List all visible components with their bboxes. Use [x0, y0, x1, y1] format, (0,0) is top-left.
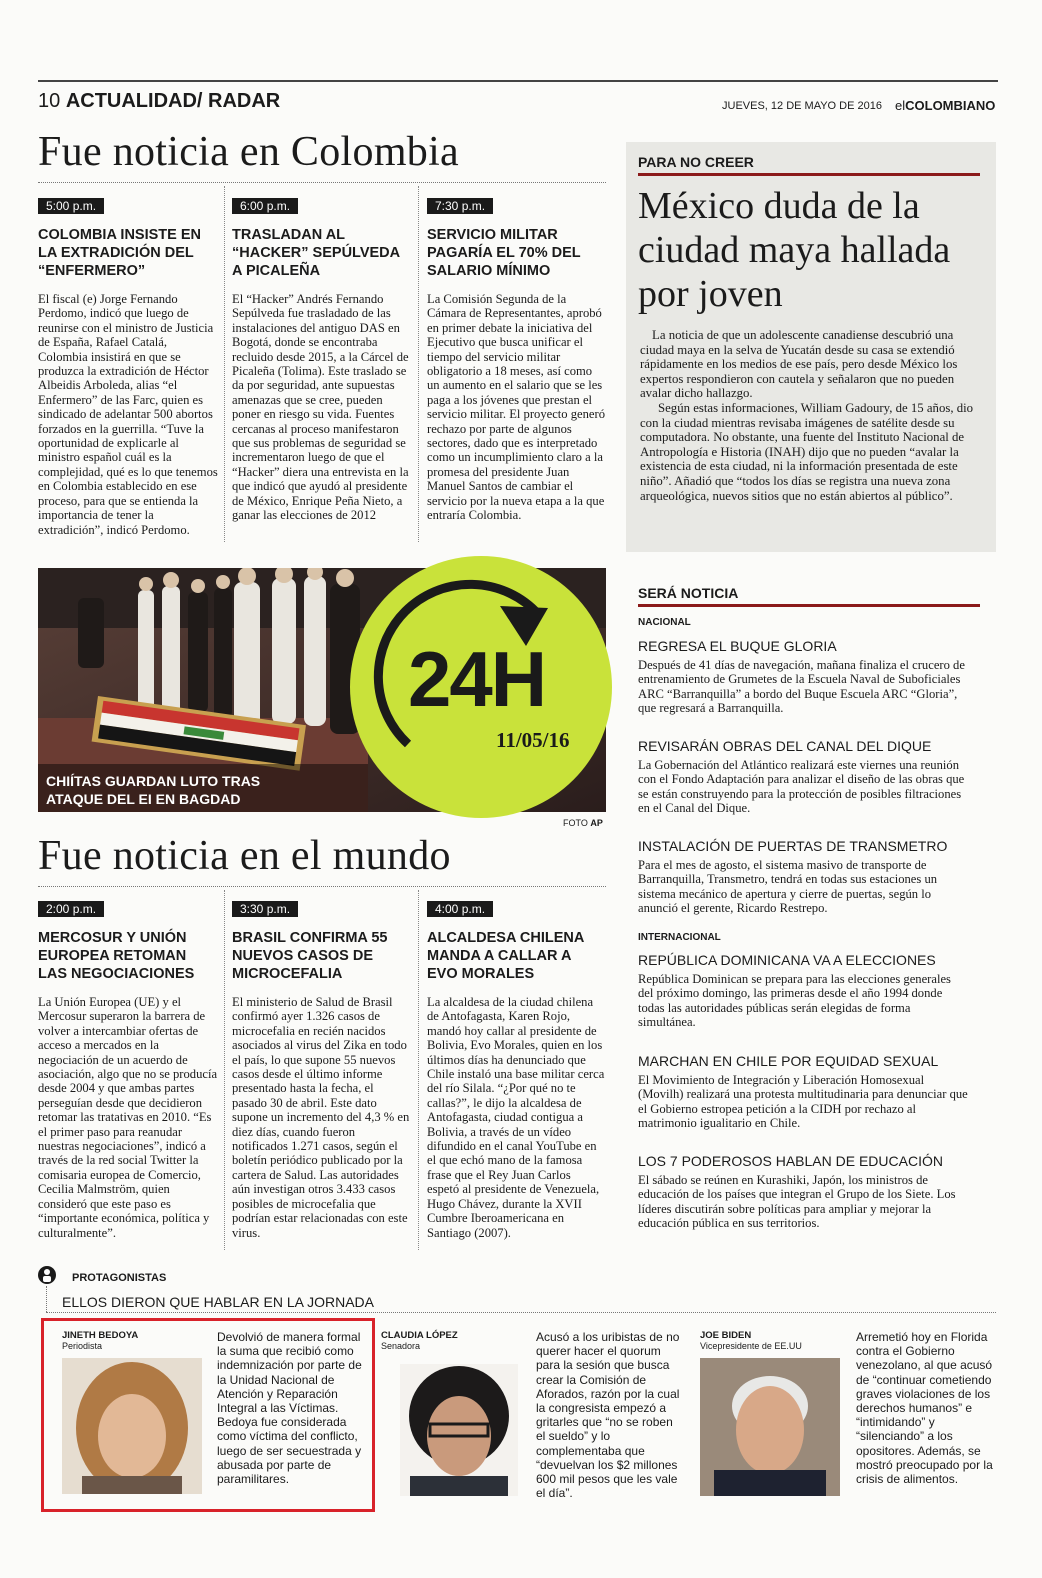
- protagonistas-rule: [46, 1312, 996, 1313]
- protagonist-role: Senadora: [381, 1341, 421, 1351]
- 24h-badge: [350, 556, 612, 818]
- sera-noticia-title: REPÚBLICA DOMINICANA VA A ELECCIONES: [638, 952, 936, 968]
- protagonist-portrait: [400, 1364, 518, 1496]
- sera-noticia-item: [638, 838, 968, 916]
- protagonist-name: JINETH BEDOYA: [62, 1330, 139, 1341]
- protagonist-quote: Arremetió hoy en Florida contra el Gobierno venezolano, al que acusó de “continuar cometiendo graves violaciones de los derechos humanos” e “intimidando” y “silenciando” a los opositores. Además, se mostró preocupado por la crisis de alimentos.: [856, 1330, 993, 1487]
- story-time: 4:00 p.m.: [427, 901, 493, 917]
- para-no-creer-kicker: PARA NO CREER: [638, 154, 754, 170]
- colombia-section-title: Fue noticia en Colombia: [38, 129, 459, 175]
- sera-noticia-item: [638, 1153, 968, 1231]
- story-time: 3:30 p.m.: [232, 901, 298, 917]
- column-separator: [224, 890, 225, 1250]
- column-separator: [224, 186, 225, 542]
- protagonistas-subtitle: ELLOS DIERON QUE HABLAR EN LA JORNADA: [62, 1294, 374, 1310]
- subsection-name: RADAR: [208, 90, 281, 112]
- sera-noticia-body: El Movimiento de Integración y Liberación Homosexual (Movilh) realizará una protesta multitudinaria para denunciar que el Gobierno estropea petición a la CIDH por rechazo al matrimonio igualitario en Chile.: [638, 1073, 968, 1131]
- story-body: La alcaldesa de la ciudad chilena de Antofagasta, Karen Rojo, mandó hoy callar al presidente de Bolivia, Evo Morales, quien en los últimos días ha denunciado que Chile instaló una base militar cerca del río Silala. “¿Por qué no te callas?”, le dijo la alcaldesa de Antofagasta, ciudad contigua a Bolivia, a través de un vídeo difundido en el canal YouTube en el que echó mano de la famosa frase que el Rey Juan Carlos espetó al presidente de Venezuela, Hugo Chávez, durante la XVII Cumbre Iberoamericana en Santiago (2007).: [427, 995, 605, 1240]
- sera-noticia-body: Después de 41 días de navegación, mañana finaliza el crucero de entrenamiento de Grumetes de la Escuela Naval de Suboficiales ARC “Barranquilla” a bordo del Buque Escuela ARC “Gloria”, que regresará a Barranquilla.: [638, 658, 965, 716]
- colombia-story-3: [427, 195, 605, 523]
- para-no-creer-paragraph: La noticia de que un adolescente canadiense descubrió una ciudad maya en la selva de Yucatán desde su casa se extendió rápidamente en los medios de ese país, pero desde México los expertos respondieron con cautela y señalaron que no pueden avalar dicho hallazgo.: [640, 328, 958, 401]
- mundo-story-2: [232, 898, 410, 1240]
- story-body: La Unión Europea (UE) y el Mercosur superaron la barrera de volver a intercambiar ofertas de acceso a mercados en la negociación de un acuerdo de asociación, algo que no se producía desde 2004 y que ambas partes perseguían desde que decidieron retomar las tratativas en 2010. “Es el primer paso para reanudar nuestras negociaciones”, indicó a través de la red social Twitter la comisaria europea de Comercio, Cecilia Malmström, quien consideró que este paso es “importante económica, política y culturalmente”.: [38, 995, 218, 1240]
- badge-24h-text: 24H: [408, 635, 546, 723]
- protagonist-name: JOE BIDEN: [700, 1330, 752, 1341]
- protagonist-role: Periodista: [62, 1341, 103, 1351]
- column-separator: [418, 186, 419, 542]
- page-number: 10: [38, 90, 61, 112]
- person-icon: [38, 1266, 56, 1284]
- sera-noticia-item: [638, 738, 968, 816]
- photo-credit-agency: AP: [590, 818, 603, 828]
- brand-prefix: el: [895, 98, 906, 113]
- kicker-red-rule: [638, 604, 980, 607]
- photo-caption-line: CHIÍTAS GUARDAN LUTO TRAS: [46, 773, 261, 789]
- protagonist-role: Vicepresidente de EE.UU: [700, 1341, 802, 1351]
- colombia-story-2: [232, 195, 410, 523]
- issue-date: JUEVES, 12 DE MAYO DE 2016: [722, 100, 882, 112]
- sera-noticia-kicker: SERÁ NOTICIA: [638, 585, 739, 601]
- sera-noticia-item: [638, 952, 968, 1030]
- sera-noticia-title: REGRESA EL BUQUE GLORIA: [638, 638, 837, 654]
- internacional-label: INTERNACIONAL: [638, 932, 721, 943]
- story-headline: TRASLADAN AL “HACKER” SEPÚLVEDA A PICALEÑA: [232, 227, 400, 279]
- sera-noticia-body: La Gobernación del Atlántico realizará este viernes una reunión con el Fondo Adaptación para analizar el diseño de las obras que se están construyendo para la protección de posibles filtraciones en el Canal del Dique.: [638, 758, 965, 816]
- story-time: 2:00 p.m.: [38, 901, 104, 917]
- masthead-brand: [895, 98, 995, 113]
- protagonist-portrait: [700, 1358, 840, 1496]
- story-time: 7:30 p.m.: [427, 198, 493, 214]
- mundo-section-title: Fue noticia en el mundo: [38, 833, 451, 879]
- sera-noticia-title: LOS 7 PODEROSOS HABLAN DE EDUCACIÓN: [638, 1153, 943, 1169]
- photo-caption-line: ATAQUE DEL EI EN BAGDAD: [46, 791, 241, 807]
- para-no-creer-paragraph: Según estas informaciones, William Gadoury, de 15 años, dio con la ciudad mientras revisaba imágenes de satélite desde su computadora. No obstante, una fuente del Instituto Nacional de Antropología e Historia (INAH) dijo que no pueden “avalar la existencia de esta ciudad, ni la información presentada de este niño”. Añadió que “todos los días se registra una nueva zona arqueológica, nuevos sitios que no están abiertos al público”.: [640, 401, 974, 503]
- protagonist-name: CLAUDIA LÓPEZ: [381, 1330, 458, 1341]
- story-body: La Comisión Segunda de la Cámara de Representantes, aprobó en primer debate la iniciativa del Ejecutivo que busca unificar el tiempo del servicio militar obligatorio a 18 meses, así como un aumento en el salario que se les paga a los jóvenes que prestan el servicio militar. El proyecto generó rechazo por parte de algunos sectores, dado que es interpretado como un incumplimiento claro a la promesa del presidente Juan Manuel Santos de cambiar el servicio por la nueva etapa a la que entraría Colombia.: [427, 292, 606, 523]
- protagonist-quote: Acusó a los uribistas de no querer hacer el quorum para la sesión que busca crear la Comisión de Aforados, razón por la cual la congresista empezó a gritarles que “no se roben el sueldo” y lo complementaba que “devuelvan los $2 millones 600 mil pesos que les vale el día”.: [536, 1330, 680, 1501]
- story-headline: MERCOSUR Y UNIÓN EUROPEA RETOMAN LAS NEGOCIACIONES: [38, 930, 195, 982]
- protagonistas-label: PROTAGONISTAS: [72, 1272, 167, 1284]
- mundo-story-1: [38, 898, 218, 1240]
- protagonistas-connector: [46, 1286, 47, 1312]
- mundo-story-3: [427, 898, 605, 1240]
- sera-noticia-title: INSTALACIÓN DE PUERTAS DE TRANSMETRO: [638, 838, 948, 854]
- kicker-red-rule: [638, 173, 980, 176]
- badge-date: 11/05/16: [496, 728, 570, 752]
- header-rule: [38, 80, 998, 82]
- photo-credit-prefix: FOTO: [563, 818, 591, 828]
- colombia-rule: [38, 182, 606, 183]
- section-name: ACTUALIDAD/: [65, 90, 203, 112]
- story-headline: ALCALDESA CHILENA MANDA A CALLAR A EVO MORALES: [427, 930, 584, 982]
- photo-caption: [46, 772, 260, 808]
- story-body: El “Hacker” Andrés Fernando Sepúlveda fue trasladado de las instalaciones del antiguo DAS en Bogotá, donde se encontraba recluido desde 2015, a la Cárcel de Picaleña (Tolima). Este traslado se da por seguridad, ante supuestas amenazas que se cree, pueden poner en riesgo su vida. Fuentes cercanas al proceso manifestaron que sus problemas de seguridad se incrementaron luego de que el “Hacker” diera una entrevista en la que indicó que ayudó al presidente de México, Enrique Peña Nieto, a ganar las elecciones de 2012: [232, 292, 409, 523]
- sera-noticia-body: República Dominican se prepara para las elecciones generales del próximo domingo, las primeras desde el año 1994 donde todas las autoridades públicas serán elegidas de forma simultánea.: [638, 972, 951, 1030]
- sera-noticia-title: REVISARÁN OBRAS DEL CANAL DEL DIQUE: [638, 738, 932, 754]
- story-body: El ministerio de Salud de Brasil confirmó ayer 1.326 casos de microcefalia en recién nacidos asociados al virus del Zika en todo el país, lo que supone 55 nuevos casos desde el último informe presentado hasta la fecha, el pasado 30 de abril. Este dato supone un incremento del 4,3 % en diez días, cuando fueron notificados 1.271 casos, según el boletín periódico publicado por la cartera de Salud. Las autoridades aún investigan otros 3.433 casos posibles de microcefalia que podrían estar relacionadas con este virus.: [232, 995, 410, 1240]
- story-body: El fiscal (e) Jorge Fernando Perdomo, indicó que luego de reunirse con el ministro de Justicia de España, Rafael Catalá, Colombia insistirá en que se produzca la extradición de Héctor Albeidis Arboleda, alias “el Enfermero” de las Farc, quien es sindicado de adelantar 500 abortos forzados en la guerrilla. “Tuve la oportunidad de explicarle al ministro español cuál es la complejidad, qué es lo que tenemos en Colombia establecido en ese proceso, para que se entienda la importancia de tener la extradición”, indicó Perdomo.: [38, 292, 218, 537]
- sera-noticia-body: El sábado se reúnen en Kurashiki, Japón, los ministros de educación de los países que integran el Grupo de los Siete. Los líderes discutirán sobre políticas para ampliar y mejorar la educación pública en sus territorios.: [638, 1173, 956, 1231]
- protagonist-portrait: [62, 1358, 202, 1494]
- sera-noticia-title: MARCHAN EN CHILE POR EQUIDAD SEXUAL: [638, 1053, 939, 1069]
- sera-noticia-body: Para el mes de agosto, el sistema masivo de transporte de Barranquilla, Transmetro, tendrá en todas sus estaciones un sistema mecánico de apertura y cierre de puertas, según lo anunció el gerente, Ricardo Restrepo.: [638, 858, 938, 916]
- para-no-creer-headline: México duda de la ciudad maya hallada por joven: [638, 185, 951, 315]
- mundo-rule: [38, 886, 606, 887]
- story-headline: COLOMBIA INSISTE EN LA EXTRADICIÓN DEL “ENFERMERO”: [38, 227, 201, 279]
- column-separator: [418, 890, 419, 1250]
- sera-noticia-item: [638, 1053, 968, 1131]
- photo-credit: [563, 818, 603, 828]
- sera-noticia-item: [638, 638, 968, 716]
- story-headline: SERVICIO MILITAR PAGARÍA EL 70% DEL SALARIO MÍNIMO: [427, 227, 581, 279]
- nacional-label: NACIONAL: [638, 617, 691, 628]
- protagonist-quote: Devolvió de manera formal la suma que recibió como indemnización por parte de la Unidad Nacional de Atención y Reparación Integral a las Víctimas. Bedoya fue considerada como víctima del conflicto, luego de ser secuestrada y abusada por parte de paramilitares.: [217, 1330, 362, 1487]
- section-label: [38, 90, 280, 113]
- story-headline: BRASIL CONFIRMA 55 NUEVOS CASOS DE MICROCEFALIA: [232, 930, 388, 982]
- story-time: 6:00 p.m.: [232, 198, 298, 214]
- brand-name: COLOMBIANO: [905, 98, 996, 113]
- story-time: 5:00 p.m.: [38, 198, 104, 214]
- colombia-story-1: [38, 195, 218, 537]
